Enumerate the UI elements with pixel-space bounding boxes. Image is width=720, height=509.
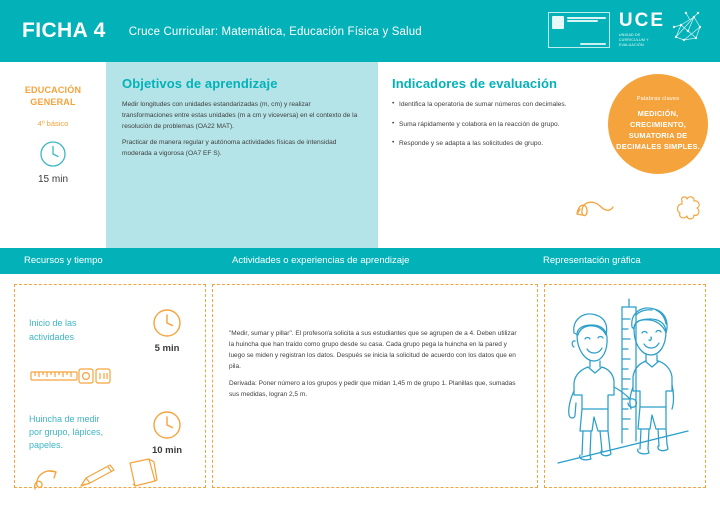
uce-logo bbox=[619, 11, 665, 49]
ministry-footer-line bbox=[580, 43, 606, 45]
squiggle-arrow-icon bbox=[574, 196, 616, 224]
list-item: • Identifica la operatoria de sumar números con decimales. bbox=[392, 100, 580, 111]
activities-cell bbox=[212, 284, 538, 488]
shield-icon bbox=[552, 16, 564, 29]
resource-time bbox=[143, 307, 191, 354]
resource-label: Inicio de las actividades bbox=[29, 318, 77, 342]
content-area bbox=[0, 274, 720, 509]
keywords-circle bbox=[608, 74, 708, 174]
uce-acronym: UCE bbox=[618, 10, 665, 31]
level-panel bbox=[0, 62, 106, 248]
grade-label: 4º básico bbox=[37, 119, 69, 129]
resource-label: Huincha de medir por grupo, lápices, papeles. bbox=[29, 413, 104, 451]
column-header-activities: Actividades o experiencias de aprendizaje bbox=[232, 255, 410, 266]
indicators-panel bbox=[378, 62, 594, 248]
keywords-label: Palabras claves bbox=[636, 95, 680, 102]
column-header-graphic: Representación gráfica bbox=[543, 255, 641, 266]
network-doodle-icon bbox=[668, 7, 708, 47]
ministry-text-lines bbox=[567, 16, 606, 24]
column-header-resources: Recursos y tiempo bbox=[24, 255, 103, 266]
duration-value: 15 min bbox=[37, 174, 68, 186]
tape-measure-icon bbox=[29, 366, 115, 386]
objectives-title: Objetivos de aprendizaje bbox=[122, 76, 278, 91]
list-item: • Responde y se adapta a las solicitudes de grupo. bbox=[392, 139, 580, 150]
columns-header-bar bbox=[0, 248, 720, 274]
resource-time-value: 5 min bbox=[154, 343, 180, 354]
pencil-icon bbox=[77, 461, 119, 491]
objective-paragraph: Practicar de manera regular y autónoma actividades físicas de intensidad moderada a vigorosa (OA7 EF S). bbox=[122, 138, 337, 157]
page-title: Cruce Curricular: Matemática, Educación Física y Salud bbox=[128, 26, 422, 38]
ficha-number: FICHA 4 bbox=[22, 19, 106, 42]
clock-icon bbox=[151, 409, 183, 441]
papers-icon bbox=[125, 455, 159, 491]
resource-time-value: 10 min bbox=[151, 445, 183, 456]
activity-paragraph: "Medir, sumar y pillar". El profesor/a solicita a sus estudiantes que se agrupen de a 4. Deben utilizar la huincha que han traído como grupo desde su casa. Cada grupo pega la huincha en la pared y luego se miden y registran los datos. Después se inicia la solicitud de acuerdo con los datos que en pila. bbox=[229, 330, 517, 370]
illustration-wrapper bbox=[545, 285, 705, 487]
resources-cell bbox=[14, 284, 206, 488]
clock-icon bbox=[151, 307, 183, 339]
objectives-panel bbox=[106, 62, 378, 248]
indicators-title: Indicadores de evaluación bbox=[392, 76, 558, 91]
clock-icon bbox=[38, 139, 68, 169]
uce-subtitle: UNIDAD DE CURRICULUM Y EVALUACIÓN bbox=[618, 33, 649, 48]
supplies-icon-group bbox=[31, 449, 159, 491]
page-header bbox=[0, 0, 720, 62]
arrow-icon bbox=[31, 449, 71, 491]
graphic-cell bbox=[544, 284, 706, 488]
logo-group bbox=[548, 11, 708, 49]
keywords-text: MEDICIÓN, CRECIMIENTO, SUMATORIA DE DECIMALES SIMPLES. bbox=[616, 108, 700, 152]
government-logo bbox=[548, 12, 610, 48]
resource-row bbox=[15, 307, 205, 354]
activity-paragraph: Derivada: Poner número a los grupos y pedir que midan 1,45 m de grupo 1. Planillas que, sumadas sus medidas, logran 2,5 m. bbox=[229, 379, 516, 398]
education-level-title: EDUCACIÓN GENERAL bbox=[24, 85, 82, 108]
activity-body bbox=[213, 285, 537, 400]
indicators-list bbox=[392, 100, 580, 150]
objectives-body bbox=[122, 100, 362, 159]
list-item: • Suma rápidamente y colabora en la reacción de grupo. bbox=[392, 120, 580, 131]
two-children-measuring-illustration bbox=[550, 291, 700, 481]
duration-block bbox=[0, 139, 106, 185]
cloud-flower-icon bbox=[672, 192, 706, 226]
objective-paragraph: Medir longitudes con unidades estandarizadas (m, cm) y realizar transformaciones entre estas unidades (m a cm y viceversa) en el contexto de la resolución de problemas (OA22 MAT). bbox=[122, 101, 358, 130]
